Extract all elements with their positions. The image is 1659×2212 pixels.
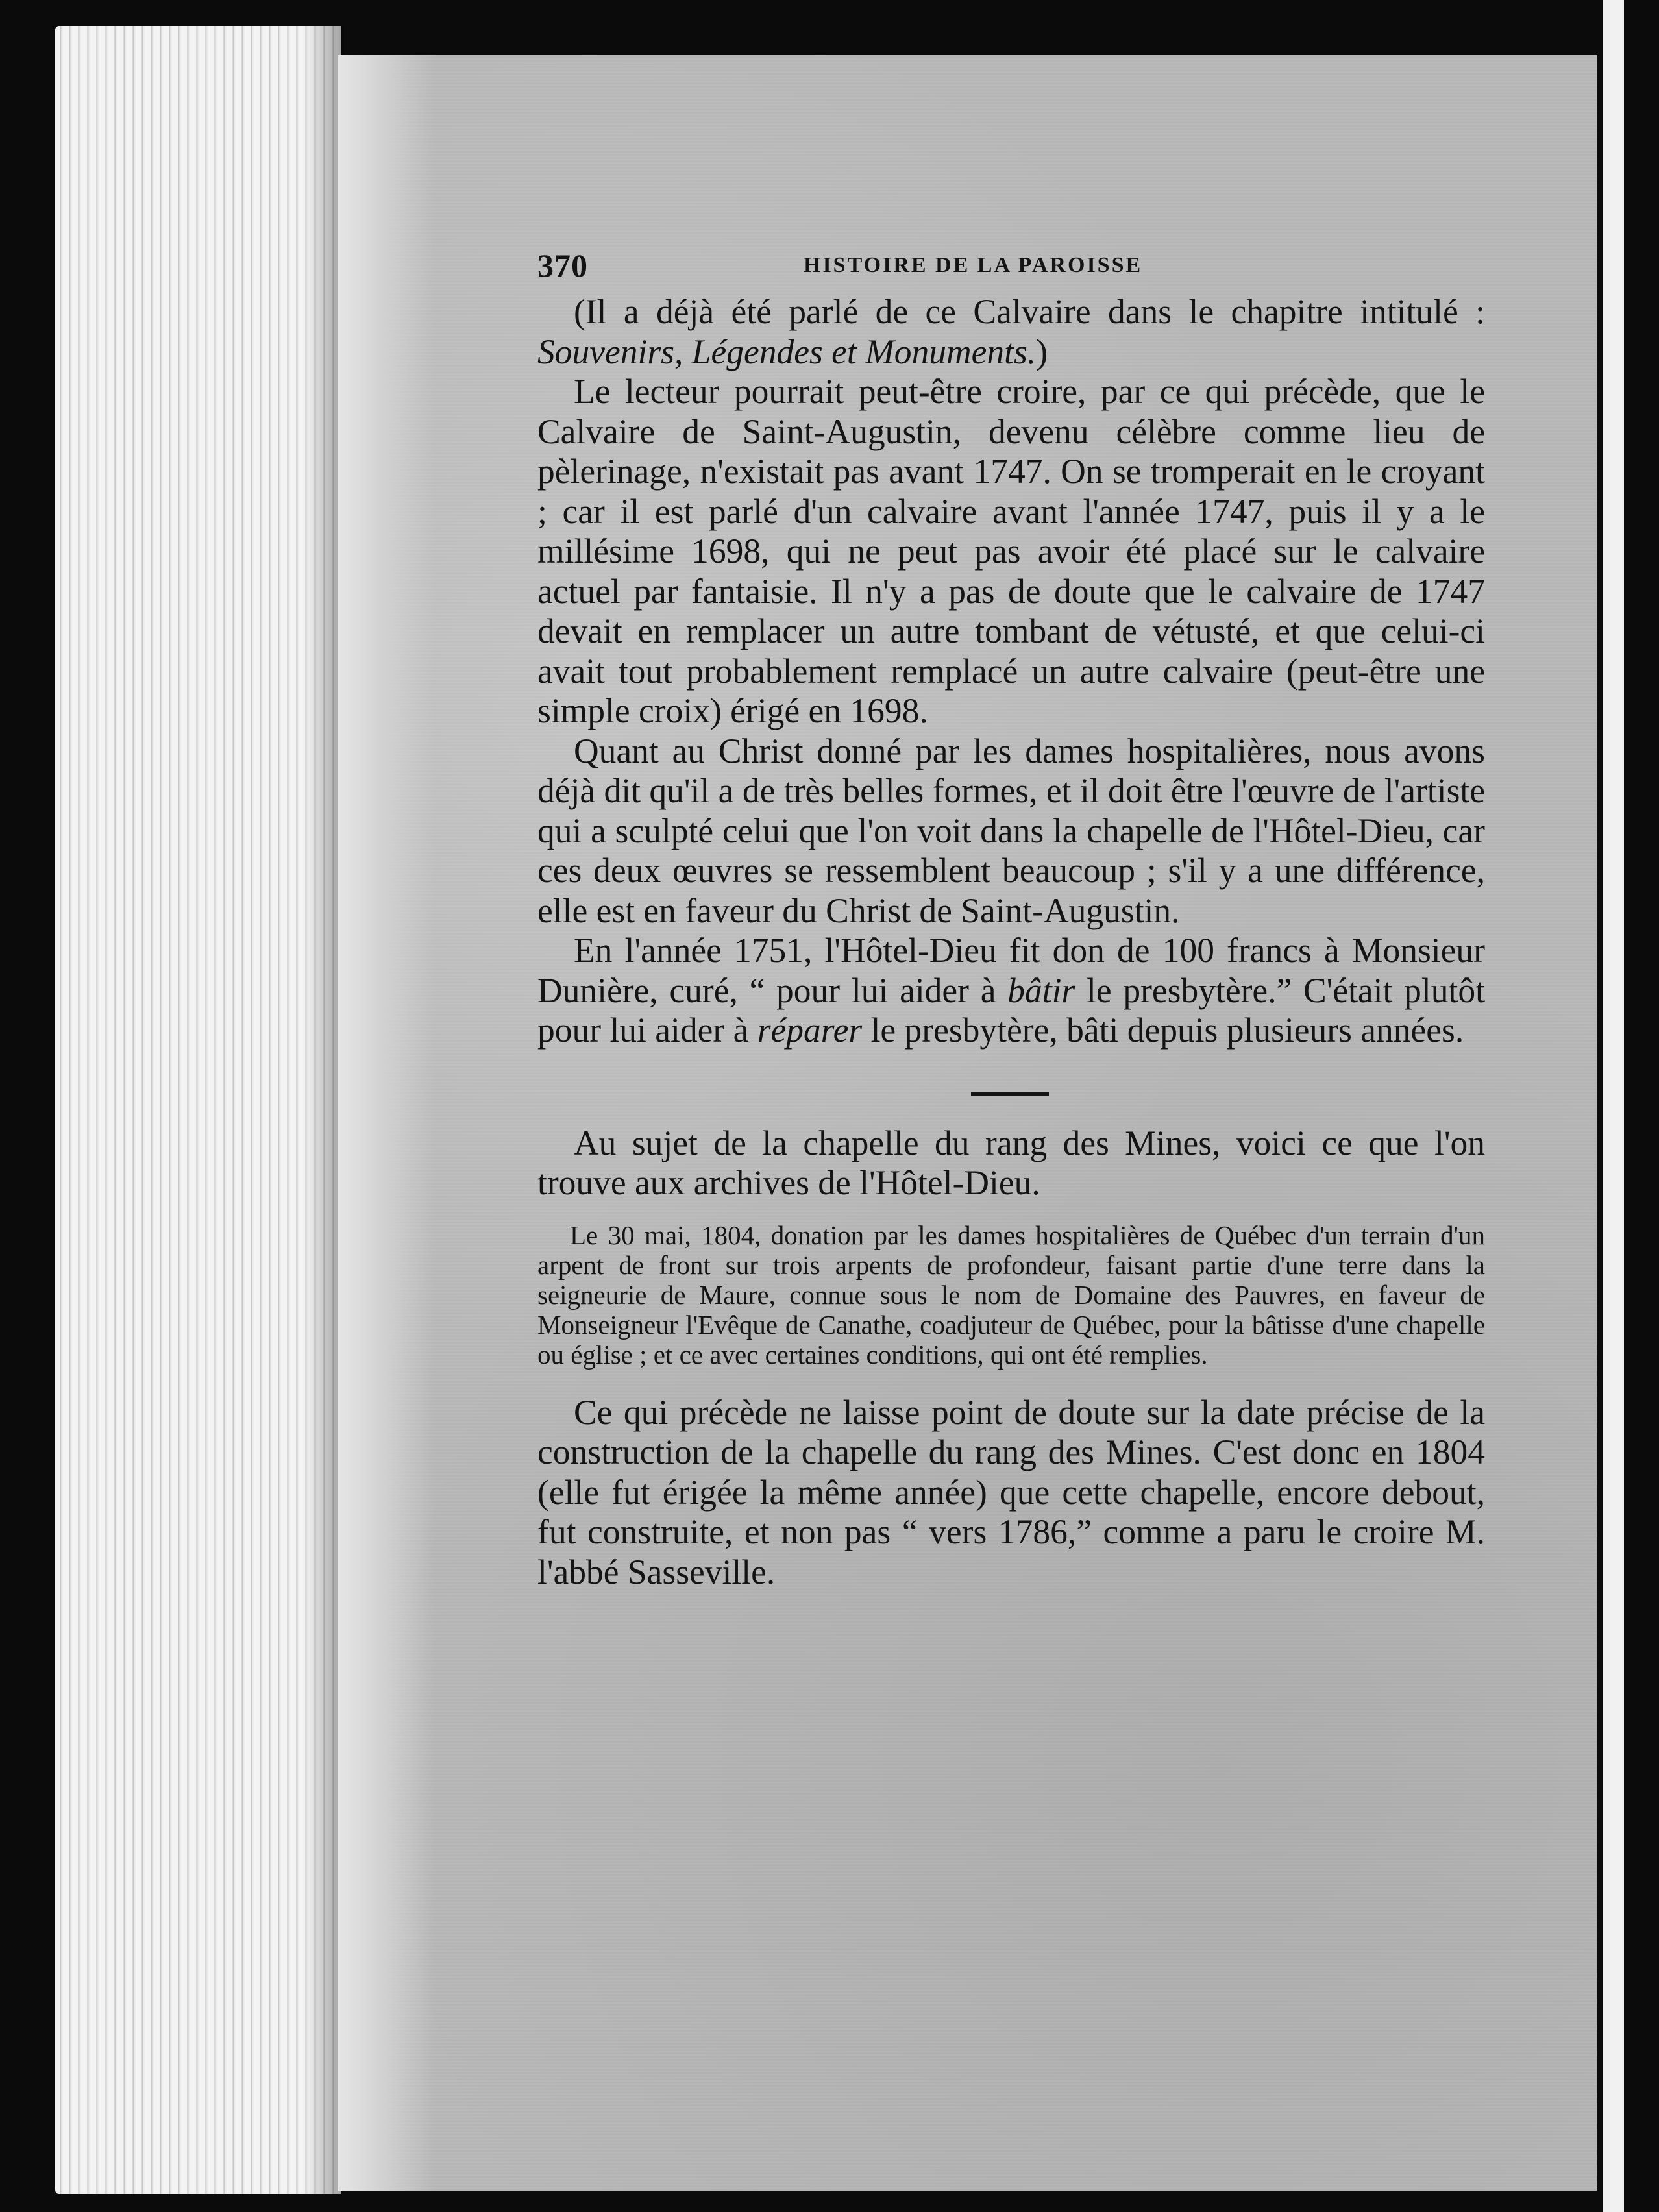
paragraph-text: ) — [1036, 332, 1048, 371]
scan-border-right — [1624, 0, 1659, 2212]
paragraph-calvaire-note — [537, 292, 1485, 372]
paragraph-conclusion: Ce qui précède ne laisse point de doute sur la date précise de la construction de la chapelle du rang des Mines. C'est donc en 1804 (elle fut érigée la même année) que cette chapelle, encore debout, fut construite, et non pas “ vers 1786,” comme a paru le croire M. l'abbé Sasseville. — [537, 1392, 1485, 1591]
paragraph-calvaire-history: Le lecteur pourrait peut-être croire, par ce qui précède, que le Calvaire de Saint-Augustin, devenu célèbre comme lieu de pèlerinage, n'existait pas avant 1747. On se tromperait en le croyant ; car il est parlé d'un calvaire avant l'année 1747, puis il y a le millésime 1698, qui ne peut pas avoir été placé sur le calvaire actuel par fantaisie. Il n'y a pas de doute que le calvaire de 1747 devait en remplacer un autre tombant de vétusté, et que celui-ci avait tout probablement remplacé un autre calvaire (peut-être une simple croix) érigé en 1698. — [537, 372, 1485, 730]
section-separator — [537, 1051, 1485, 1124]
book-page-edges — [55, 26, 341, 2194]
italic-word: bâtir — [1007, 970, 1075, 1010]
page-worn-edge — [338, 55, 435, 2191]
running-title: HISTOIRE DE LA PAROISSE — [804, 253, 1143, 277]
text-block — [537, 247, 1485, 1592]
running-head — [537, 247, 1485, 292]
quotation-text: Le 30 mai, 1804, donation par les dames hospitalières de Québec d'un terrain d'un arpent de front sur trois arpents de profondeur, faisant partie d'une terre dans la seigneurie de Maure, connue sous le nom de Domaine des Pauvres, en faveur de Monseigneur l'Evêque de Canathe, coadjuteur de Québec, pour la bâtisse d'une chapelle ou église ; et ce avec certaines conditions, qui ont été remplies. — [537, 1220, 1485, 1370]
paragraph-text: (Il a déjà été parlé de ce Calvaire dans le chapitre intitulé : — [574, 292, 1485, 331]
page-number: 370 — [537, 247, 588, 284]
chapter-title-italic: Souvenirs, Légendes et Monuments. — [537, 332, 1037, 371]
paragraph-christ: Quant au Christ donné par les dames hospitalières, nous avons déjà dit qu'il a de très belles formes, et il doit être l'œuvre de l'artiste qui a sculpté celui que l'on voit dans la chapelle de l'Hôtel-Dieu, car ces deux œuvres se ressemblent beaucoup ; s'il y a une différence, elle est en faveur du Christ de Saint-Augustin. — [537, 731, 1485, 930]
paragraph-text: le presbytère, bâti depuis plusieurs années. — [862, 1011, 1464, 1050]
paragraph-chapelle-mines: Au sujet de la chapelle du rang des Mines, voici ce que l'on trouve aux archives de l'Hôtel-Dieu. — [537, 1123, 1485, 1202]
archive-quotation — [537, 1220, 1485, 1370]
facing-page-strip — [1603, 0, 1624, 2212]
paragraph-text: En l'année 1751, l'Hôtel-Dieu fit don de 100 francs à Monsieur Dunière, curé, “ pour lui aider à — [537, 931, 1485, 1010]
paragraph-presbytere — [537, 931, 1485, 1051]
separator-rule — [971, 1092, 1049, 1096]
italic-word: réparer — [757, 1011, 863, 1050]
paragraph-text: le presbytère.” C'était plutôt pour lui aider à — [537, 970, 1485, 1050]
